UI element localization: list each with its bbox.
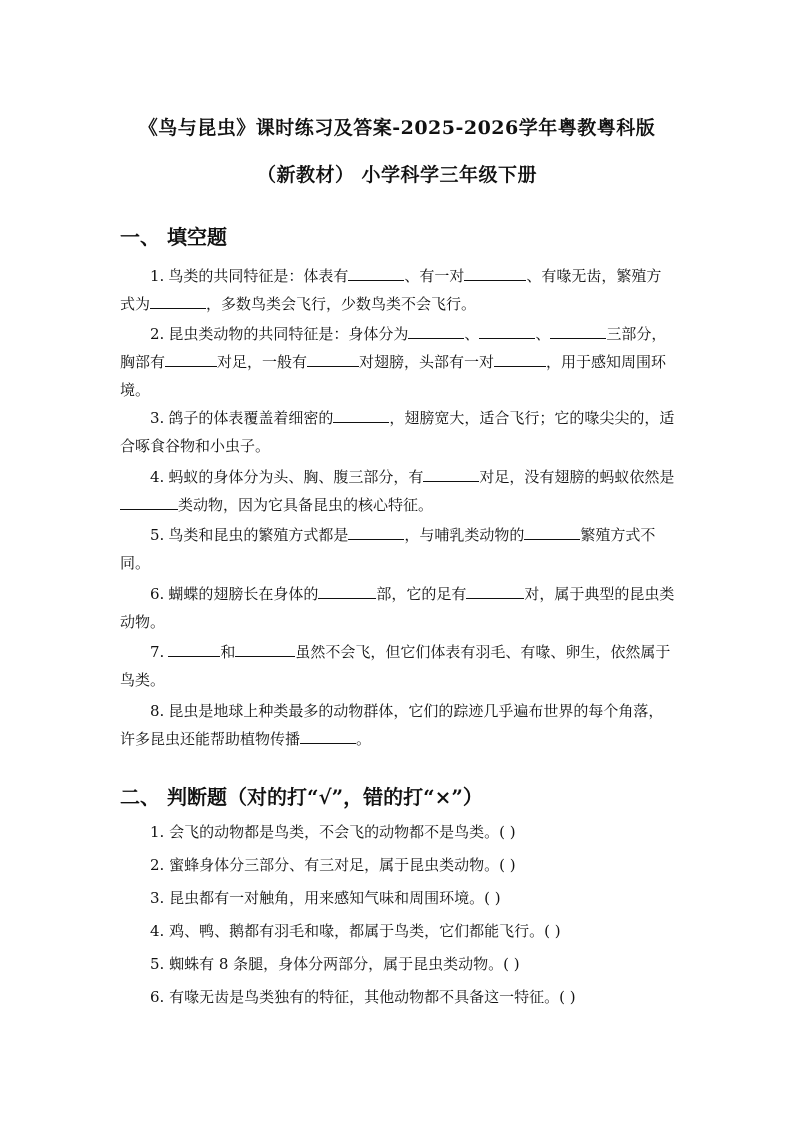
true-false-question-4: 4. 鸡、鸭、鹅都有羽毛和喙，都属于鸟类，它们都能飞行。( ) <box>150 922 561 940</box>
fill-blank-question-6: 6. 蝴蝶的翅膀长在身体的 部，它的足有 对，属于典型的昆虫类动物。 <box>120 580 676 636</box>
section-heading-fill-blank: 一、 填空题 <box>120 225 227 249</box>
answer-blank[interactable] <box>479 322 535 339</box>
answer-blank[interactable] <box>408 322 464 339</box>
document-title-line-2: （新教材） 小学科学三年级下册 <box>256 164 538 186</box>
answer-blank[interactable] <box>333 406 389 423</box>
fill-blank-question-3: 3. 鸽子的体表覆盖着细密的 ，翅膀宽大，适合飞行；它的喙尖尖的，适合啄食谷物和小虫子。 <box>120 404 676 460</box>
fill-blank-question-7: 7. 和 虽然不会飞，但它们体表有羽毛、有喙、卵生，依然属于鸟类。 <box>120 638 676 694</box>
answer-blank[interactable] <box>348 523 404 540</box>
answer-blank[interactable] <box>168 640 220 657</box>
true-false-question-2: 2. 蜜蜂身体分三部分、有三对足，属于昆虫类动物。( ) <box>150 856 516 874</box>
answer-blank[interactable] <box>165 350 217 367</box>
true-false-question-3: 3. 昆虫都有一对触角，用来感知气味和周围环境。( ) <box>150 889 501 907</box>
section-heading-true-false: 二、 判断题（对的打“√”，错的打“×”） <box>120 785 483 809</box>
answer-blank[interactable] <box>120 493 178 510</box>
answer-blank[interactable] <box>423 465 479 482</box>
answer-blank[interactable] <box>464 264 526 281</box>
document-title-line-1: 《鸟与昆虫》课时练习及答案-2025-2026学年粤教粤科版 <box>138 117 656 139</box>
answer-blank[interactable] <box>550 322 606 339</box>
answer-blank[interactable] <box>318 582 376 599</box>
answer-blank[interactable] <box>466 582 524 599</box>
answer-blank[interactable] <box>235 640 295 657</box>
answer-blank[interactable] <box>524 523 580 540</box>
true-false-question-1: 1. 会飞的动物都是鸟类，不会飞的动物都不是鸟类。( ) <box>150 823 516 841</box>
fill-blank-question-1: 1. 鸟类的共同特征是：体表有 、有一对 、有喙无齿，繁殖方式为 ，多数鸟类会飞行，少数鸟类不会飞行。 <box>120 262 676 318</box>
answer-blank[interactable] <box>348 264 404 281</box>
fill-blank-question-5: 5. 鸟类和昆虫的繁殖方式都是 ，与哺乳类动物的 繁殖方式不同。 <box>120 521 676 577</box>
true-false-question-6: 6. 有喙无齿是鸟类独有的特征，其他动物都不具备这一特征。( ) <box>150 988 576 1006</box>
answer-blank[interactable] <box>300 727 356 744</box>
fill-blank-question-4: 4. 蚂蚁的身体分为头、胸、腹三部分，有 对足，没有翅膀的蚂蚁依然是类动物，因为它具备昆虫的核心特征。 <box>120 463 676 519</box>
fill-blank-question-2: 2. 昆虫类动物的共同特征是：身体分为 、 、 三部分，胸部有 对足，一般有 对翅膀，头部有一对 ，用于感知周围环境。 <box>120 320 676 404</box>
answer-blank[interactable] <box>307 350 359 367</box>
fill-blank-question-8: 8. 昆虫是地球上种类最多的动物群体，它们的踪迹几乎遍布世界的每个角落，许多昆虫还能帮助植物传播 。 <box>120 702 664 748</box>
true-false-question-5: 5. 蜘蛛有 8 条腿，身体分两部分，属于昆虫类动物。( ) <box>150 955 520 973</box>
answer-blank[interactable] <box>150 292 206 309</box>
answer-blank[interactable] <box>494 350 546 367</box>
